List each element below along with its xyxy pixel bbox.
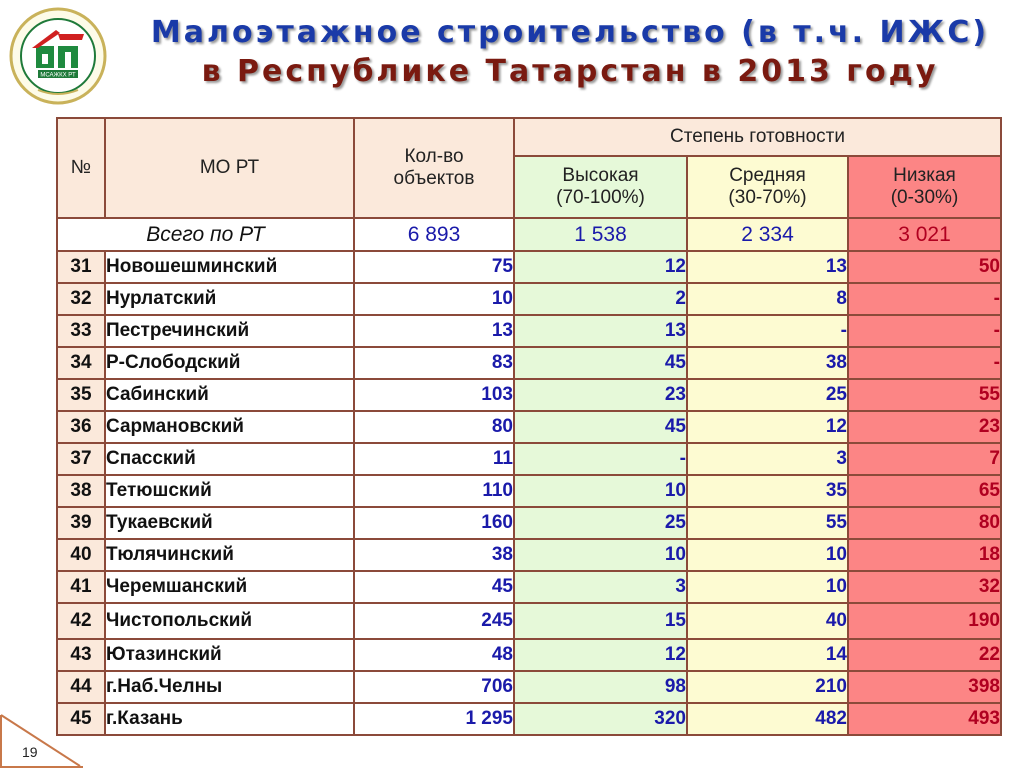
cell-low: 50 — [848, 251, 1001, 283]
cell-num: 43 — [57, 639, 105, 671]
header-high-line2: (70-100%) — [556, 187, 645, 208]
cell-high: 98 — [514, 671, 687, 703]
table-row — [57, 411, 1001, 443]
cell-low: 18 — [848, 539, 1001, 571]
cell-mid: 38 — [687, 347, 848, 379]
cell-low: 493 — [848, 703, 1001, 735]
cell-low: 7 — [848, 443, 1001, 475]
title-line-2: в Республике Татарстан в 2013 году — [201, 54, 939, 89]
cell-mid: 55 — [687, 507, 848, 539]
cell-mid: 8 — [687, 283, 848, 315]
cell-num: 34 — [57, 347, 105, 379]
cell-high: 320 — [514, 703, 687, 735]
cell-name: Сабинский — [105, 379, 354, 411]
cell-count: 103 — [354, 379, 514, 411]
cell-count: 75 — [354, 251, 514, 283]
header-mo: МО РТ — [105, 118, 354, 218]
header-low — [848, 156, 1001, 218]
cell-num: 36 — [57, 411, 105, 443]
cell-name: Пестречинский — [105, 315, 354, 347]
cell-name: Сармановский — [105, 411, 354, 443]
table-row — [57, 703, 1001, 735]
cell-high: 13 — [514, 315, 687, 347]
cell-high: 3 — [514, 571, 687, 603]
table-row — [57, 379, 1001, 411]
table-row — [57, 539, 1001, 571]
cell-num: 33 — [57, 315, 105, 347]
total-high: 1 538 — [514, 218, 687, 251]
ministry-logo — [8, 6, 108, 106]
slide-title — [120, 14, 1020, 92]
cell-name: г.Наб.Челны — [105, 671, 354, 703]
cell-num: 45 — [57, 703, 105, 735]
cell-high: 15 — [514, 603, 687, 639]
total-row — [57, 218, 1001, 251]
header-count-line2: объектов — [393, 168, 475, 189]
total-count: 6 893 — [354, 218, 514, 251]
cell-count: 38 — [354, 539, 514, 571]
cell-mid: 13 — [687, 251, 848, 283]
cell-count: 11 — [354, 443, 514, 475]
cell-high: 12 — [514, 251, 687, 283]
table-row — [57, 251, 1001, 283]
cell-mid: 482 — [687, 703, 848, 735]
construction-table — [56, 117, 1002, 736]
table-row — [57, 571, 1001, 603]
cell-name: Новошешминский — [105, 251, 354, 283]
cell-num: 44 — [57, 671, 105, 703]
cell-high: - — [514, 443, 687, 475]
table-row — [57, 443, 1001, 475]
header-count-line1: Кол-во — [404, 146, 464, 167]
header-readiness: Степень готовности — [514, 118, 1001, 156]
cell-low: 55 — [848, 379, 1001, 411]
svg-text:МСАЖКХ РТ: МСАЖКХ РТ — [40, 72, 76, 79]
cell-mid: 3 — [687, 443, 848, 475]
cell-name: Тетюшский — [105, 475, 354, 507]
cell-low: 190 — [848, 603, 1001, 639]
cell-name: Черемшанский — [105, 571, 354, 603]
cell-high: 45 — [514, 347, 687, 379]
cell-low: 23 — [848, 411, 1001, 443]
cell-count: 10 — [354, 283, 514, 315]
table-row — [57, 475, 1001, 507]
cell-num: 37 — [57, 443, 105, 475]
cell-low: - — [848, 347, 1001, 379]
cell-name: Спасский — [105, 443, 354, 475]
cell-num: 31 — [57, 251, 105, 283]
cell-mid: - — [687, 315, 848, 347]
table-row — [57, 315, 1001, 347]
cell-low: - — [848, 283, 1001, 315]
cell-count: 83 — [354, 347, 514, 379]
table-row — [57, 671, 1001, 703]
table-row — [57, 639, 1001, 671]
table-row — [57, 603, 1001, 639]
cell-num: 38 — [57, 475, 105, 507]
cell-count: 110 — [354, 475, 514, 507]
cell-high: 10 — [514, 475, 687, 507]
cell-name: г.Казань — [105, 703, 354, 735]
cell-count: 160 — [354, 507, 514, 539]
cell-high: 10 — [514, 539, 687, 571]
cell-name: Чистопольский — [105, 603, 354, 639]
header-low-line2: (0-30%) — [890, 187, 959, 208]
cell-name: Ютазинский — [105, 639, 354, 671]
cell-high: 2 — [514, 283, 687, 315]
cell-name: Тукаевский — [105, 507, 354, 539]
cell-mid: 35 — [687, 475, 848, 507]
header-mid-line1: Средняя — [729, 165, 806, 186]
page-corner-icon — [0, 714, 84, 768]
cell-mid: 10 — [687, 571, 848, 603]
cell-mid: 10 — [687, 539, 848, 571]
page-number: 19 — [22, 744, 38, 760]
total-label: Всего по РТ — [57, 218, 354, 251]
cell-mid: 25 — [687, 379, 848, 411]
cell-high: 12 — [514, 639, 687, 671]
header-num: № — [57, 118, 105, 218]
cell-count: 245 — [354, 603, 514, 639]
cell-low: 32 — [848, 571, 1001, 603]
table-body — [57, 251, 1001, 735]
cell-num: 41 — [57, 571, 105, 603]
cell-num: 35 — [57, 379, 105, 411]
cell-num: 42 — [57, 603, 105, 639]
header-count — [354, 118, 514, 218]
table-row — [57, 347, 1001, 379]
cell-count: 13 — [354, 315, 514, 347]
cell-high: 25 — [514, 507, 687, 539]
header-mid-line2: (30-70%) — [728, 187, 807, 208]
cell-num: 32 — [57, 283, 105, 315]
table-row — [57, 283, 1001, 315]
cell-count: 1 295 — [354, 703, 514, 735]
cell-mid: 40 — [687, 603, 848, 639]
header-high-line1: Высокая — [562, 165, 639, 186]
header-low-line1: Низкая — [893, 165, 956, 186]
cell-low: - — [848, 315, 1001, 347]
cell-name: Нурлатский — [105, 283, 354, 315]
cell-count: 706 — [354, 671, 514, 703]
cell-mid: 210 — [687, 671, 848, 703]
cell-low: 65 — [848, 475, 1001, 507]
title-line-1: Малоэтажное строительство (в т.ч. ИЖС) — [150, 15, 990, 50]
cell-high: 23 — [514, 379, 687, 411]
cell-count: 45 — [354, 571, 514, 603]
cell-mid: 12 — [687, 411, 848, 443]
total-mid: 2 334 — [687, 218, 848, 251]
cell-low: 80 — [848, 507, 1001, 539]
cell-low: 22 — [848, 639, 1001, 671]
cell-name: Тюлячинский — [105, 539, 354, 571]
cell-count: 80 — [354, 411, 514, 443]
cell-mid: 14 — [687, 639, 848, 671]
cell-num: 39 — [57, 507, 105, 539]
total-low: 3 021 — [848, 218, 1001, 251]
cell-count: 48 — [354, 639, 514, 671]
cell-num: 40 — [57, 539, 105, 571]
table-row — [57, 507, 1001, 539]
header-high — [514, 156, 687, 218]
header-mid — [687, 156, 848, 218]
cell-low: 398 — [848, 671, 1001, 703]
cell-high: 45 — [514, 411, 687, 443]
cell-name: Р-Слободский — [105, 347, 354, 379]
